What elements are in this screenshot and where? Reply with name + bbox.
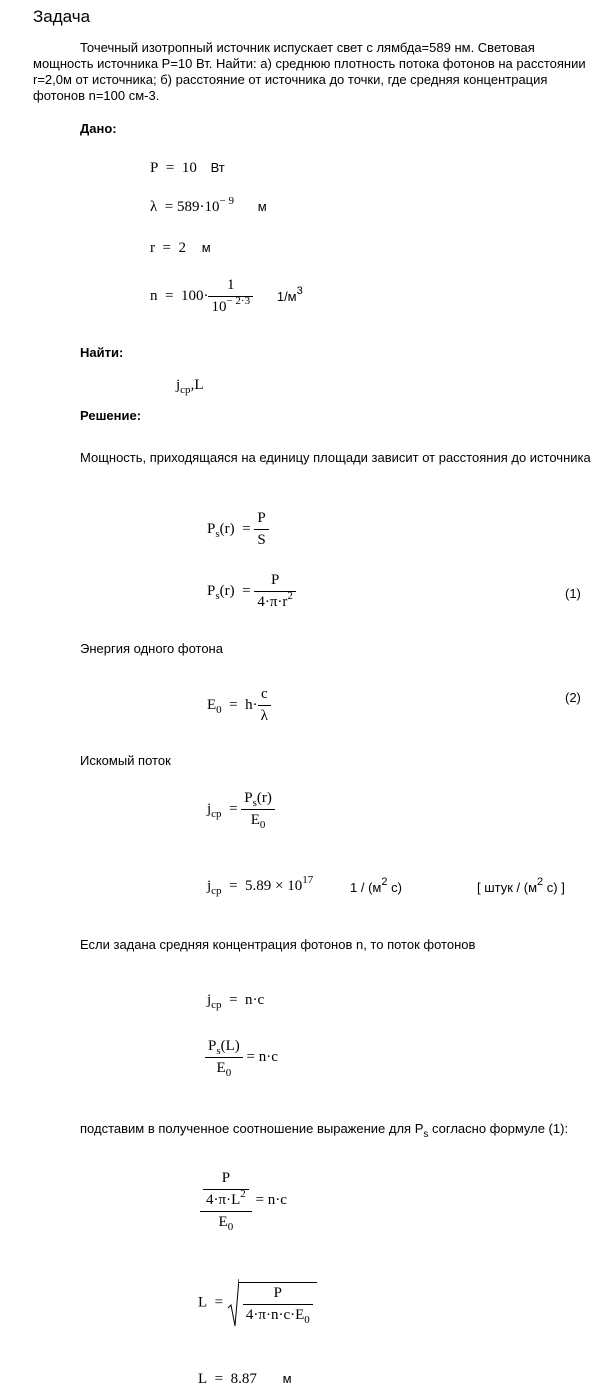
find-heading: Найти: bbox=[80, 345, 124, 360]
given-heading: Дано: bbox=[80, 121, 117, 136]
solution-text-3: Искомый поток bbox=[80, 753, 171, 768]
page-title: Задача bbox=[33, 7, 91, 26]
flux-unit: $1 / (м^2$ с) bbox=[350, 876, 402, 895]
flux-unit-alt: [ штук / ($м^2$ с) ] bbox=[477, 876, 565, 895]
equation-tag-1: (1) bbox=[565, 586, 581, 601]
equation-flux-balance: $\frac{P_s(L)}{E_0}$ = n·c bbox=[205, 1038, 278, 1077]
equation-power-density: $P_s(r)$ = $\frac{P}{S}$ bbox=[207, 510, 269, 549]
solution-heading: Решение: bbox=[80, 408, 142, 423]
equation-distance-result: L = 8.87 м bbox=[198, 1371, 292, 1387]
find-values: $j_{ср},L$ bbox=[176, 377, 204, 396]
equation-flux-concentration: $j_{ср} = n\cdot c$ bbox=[207, 992, 265, 1011]
given-wavelength: $\lambda = 589\cdot 10^{- 9}$ м bbox=[150, 195, 267, 215]
solution-text-1: Мощность, приходящаяся на единицу площади зависит от расстояния до источника bbox=[80, 450, 591, 465]
equation-tag-2: (2) bbox=[565, 690, 581, 705]
equation-flux: $j_{ср}$ = $\frac{P_s(r)}{E_0}$ bbox=[207, 790, 275, 829]
given-power: P = 10 Вт bbox=[150, 160, 225, 176]
equation-substitution: $\frac{\frac{P}{4\cdot\pi\cdot L^2}}{E_0}$ = n·c bbox=[200, 1170, 287, 1231]
solution-text-4: Если задана средняя концентрация фотонов n, то поток фотонов bbox=[80, 937, 476, 952]
equation-2: $E_0 = h\cdot$ $\frac{c}{\lambda}$ bbox=[207, 686, 271, 725]
equation-1: $P_s(r)$ = $\frac{P}{4\cdot\pi\cdot r^2}$ bbox=[207, 572, 296, 611]
given-distance: r = 2 м bbox=[150, 240, 211, 256]
solution-text-2: Энергия одного фотона bbox=[80, 641, 223, 656]
problem-statement: Точечный изотропный источник испускает свет с лямбда=589 нм. Световая мощность источника P=10 Вт. Найти: а) среднюю плотность потока фотонов на расстоянии r=2,0м от источника; б) расстояние от источника до точки, где средняя концентрация фотонов n=100 см-3. bbox=[33, 40, 586, 103]
equation-distance: L = $\frac{P}{4\cdot\pi\cdot n\cdot c\cdot E_0}$ bbox=[198, 1278, 317, 1328]
sqrt-sign bbox=[227, 1278, 239, 1328]
equation-flux-result: $j_{ср} = 5.89 \times 10^{17}$ bbox=[207, 874, 314, 897]
given-concentration: n = 100· $\frac{1}{10^{- 2\cdot 3}}$ $1/м^3$ bbox=[150, 277, 303, 315]
solution-text-5: подставим в полученное соотношение выражение для $P_s$ согласно формуле (1): bbox=[80, 1121, 569, 1140]
